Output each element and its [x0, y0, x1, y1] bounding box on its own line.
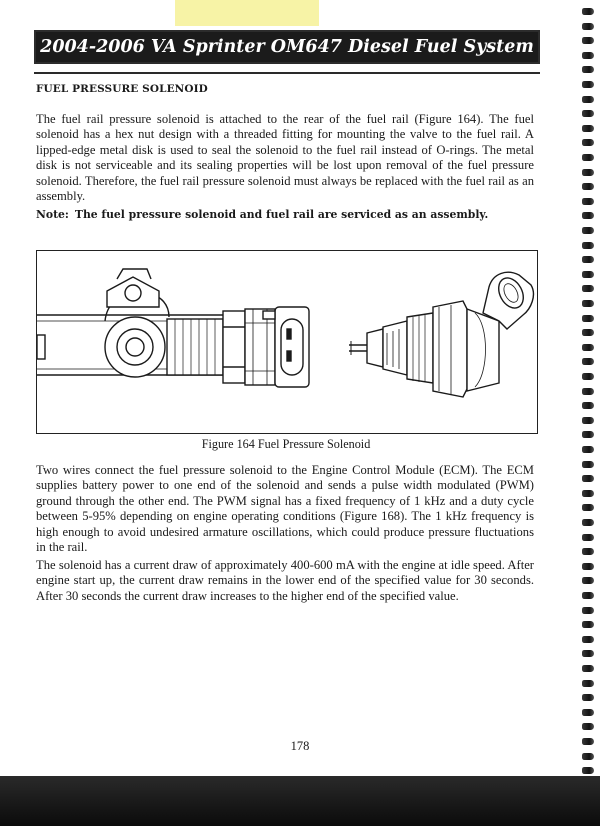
binding-coil [582, 402, 594, 409]
binding-coil [582, 475, 594, 482]
binding-coil [582, 388, 594, 395]
binding-coil [582, 461, 594, 468]
binding-coil [582, 8, 594, 15]
binding-coil [582, 154, 594, 161]
binding-coil [582, 738, 594, 745]
binding-coil [582, 636, 594, 643]
binding-coil [582, 329, 594, 336]
binding-coil [582, 96, 594, 103]
binding-coil [582, 358, 594, 365]
note-label: Note: [36, 208, 69, 221]
page-number: 178 [290, 739, 310, 753]
binding-coil [582, 504, 594, 511]
binding-coil [582, 709, 594, 716]
scan-bottom-edge [0, 776, 600, 826]
binding-coil [582, 183, 594, 190]
binding-coil [582, 417, 594, 424]
binding-coil [582, 548, 594, 555]
binding-coil [582, 665, 594, 672]
binding-coil [582, 431, 594, 438]
spiral-binding [578, 0, 600, 780]
binding-coil [582, 285, 594, 292]
binding-coil [582, 242, 594, 249]
binding-coil [582, 607, 594, 614]
binding-coil [582, 139, 594, 146]
binding-coil [582, 227, 594, 234]
header-divider [34, 72, 540, 74]
binding-coil [582, 694, 594, 701]
binding-coil [582, 577, 594, 584]
section-heading: FUEL PRESSURE SOLENOID [36, 83, 208, 95]
sticky-note-tab [175, 0, 319, 26]
binding-coil [582, 650, 594, 657]
current-draw-paragraph: The solenoid has a current draw of approximately 400-600 mA with the engine at idle speed. After engine start up, the current draw remains in the lower end of the specified value for 30 seconds. After 30 seconds the current draw increases to the higher end of the specified value. [36, 558, 534, 603]
note-text: The fuel pressure solenoid and fuel rail are serviced as an assembly. [74, 208, 489, 221]
binding-coil [582, 519, 594, 526]
binding-coil [582, 373, 594, 380]
binding-coil [582, 767, 594, 774]
binding-coil [582, 315, 594, 322]
binding-coil [582, 256, 594, 263]
binding-coil [582, 110, 594, 117]
binding-coil [582, 23, 594, 30]
figure-164-illustration [36, 250, 538, 434]
binding-coil [582, 52, 594, 59]
binding-coil [582, 125, 594, 132]
binding-coil [582, 563, 594, 570]
binding-coil [582, 212, 594, 219]
binding-coil [582, 66, 594, 73]
binding-coil [582, 446, 594, 453]
binding-coil [582, 753, 594, 760]
fuel-pressure-solenoid-drawing [37, 251, 537, 433]
intro-paragraph: The fuel rail pressure solenoid is attached to the rear of the fuel rail (Figure 164). The fuel solenoid has a hex nut design with a threaded fitting for mounting the valve to the fuel rail. A lipped-edge metal disk is used to seal the solenoid to the fuel rail instead of O-rings. The metal disk is not serviceable and its sealing properties will be lost upon removal of the fuel pressure solenoid. Therefore, the fuel rail pressure solenoid must always be replaced with the fuel rail as an assembly. [36, 112, 534, 204]
figure-caption: Figure 164 Fuel Pressure Solenoid [201, 437, 371, 451]
binding-coil [582, 271, 594, 278]
binding-coil [582, 534, 594, 541]
binding-coil [582, 37, 594, 44]
binding-coil [582, 680, 594, 687]
binding-coil [582, 621, 594, 628]
binding-coil [582, 723, 594, 730]
binding-coil [582, 344, 594, 351]
note-line [36, 208, 536, 221]
binding-coil [582, 490, 594, 497]
binding-coil [582, 198, 594, 205]
wiring-paragraph: Two wires connect the fuel pressure solenoid to the Engine Control Module (ECM). The ECM supplies battery power to one end of the solenoid and sends a pulse width modulated (PWM) ground through the other end. The PWM signal has a fixed frequency of 1 kHz and a duty cycle between 5-95% depending on engine operating conditions (Figure 168). The 1 kHz frequency is high enough to avoid undesired armature oscillations, which could produce pressure fluctuations in the rail. [36, 463, 534, 555]
binding-coil [582, 81, 594, 88]
page-header-banner: 2004-2006 VA Sprinter OM647 Diesel Fuel System [34, 30, 540, 64]
binding-coil [582, 169, 594, 176]
binding-coil [582, 300, 594, 307]
binding-coil [582, 592, 594, 599]
